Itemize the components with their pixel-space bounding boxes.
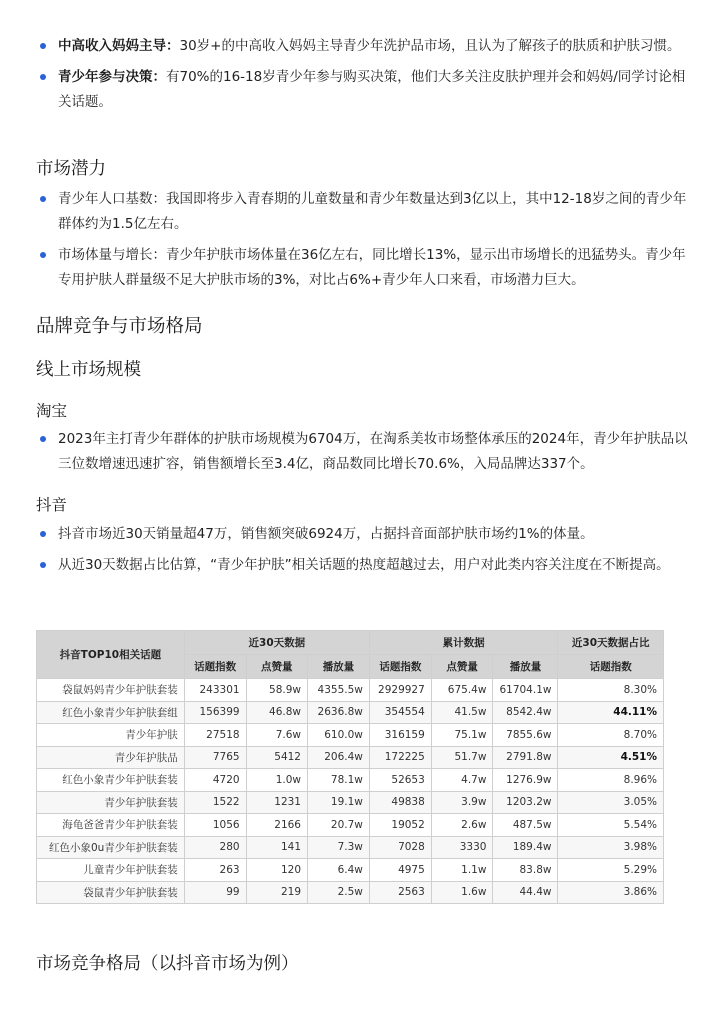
douyin-list (36, 522, 692, 584)
taobao-list (36, 427, 692, 483)
table-cell: 610.0w (308, 724, 370, 747)
bullet-icon (40, 531, 46, 537)
table-cell: 61704.1w (493, 679, 558, 702)
table-cell: 263 (184, 859, 246, 882)
table-cell: 4720 (184, 769, 246, 792)
table-cell: 2166 (246, 814, 307, 837)
bullet-icon (40, 196, 46, 202)
intro-bullet-list (36, 34, 692, 121)
list-item: 从近30天数据占比估算，“青少年护肤”相关话题的热度超越过去，用户对此类内容关注度在不断提高。 (36, 553, 692, 578)
list-item: 2023年主打青少年群体的护肤市场规模为6704万，在淘系美妆市场整体承压的2024年，青少年护肤品以三位数增速迅速扩容，销售额增长至3.4亿，商品数同比增长70.6%，入局品牌达337个。 (36, 427, 692, 477)
table-cell: 189.4w (493, 836, 558, 859)
table-cell: 172225 (369, 746, 431, 769)
column-header: 点赞量 (431, 655, 493, 679)
table-cell: 2929927 (369, 679, 431, 702)
competition-heading: 市场竞争格局（以抖音市场为例） (36, 954, 299, 974)
table-cell: 1.6w (431, 881, 493, 904)
table-cell: 75.1w (431, 724, 493, 747)
table-row (37, 701, 664, 724)
list-item: 青少年参与决策：有70%的16-18岁青少年参与购买决策，他们大多关注皮肤护理并会和妈妈/同学讨论相关话题。 (36, 65, 692, 115)
table-cell: 2.6w (431, 814, 493, 837)
table-cell: 83.8w (493, 859, 558, 882)
table-cell: 19052 (369, 814, 431, 837)
table-cell: 487.5w (493, 814, 558, 837)
column-header: 播放量 (493, 655, 558, 679)
list-item: 市场体量与增长：青少年护肤市场体量在36亿左右，同比增长13%，显示出市场增长的迅猛势头。青少年专用护肤人群量级不足大护肤市场的3%，对比占6%+青少年人口来看，市场潜力巨大。 (36, 243, 692, 293)
table-cell: 243301 (184, 679, 246, 702)
douyin-top10-table (36, 630, 664, 904)
bullet-icon (40, 562, 46, 568)
topic-name-cell: 红色小象青少年护肤套装 (37, 769, 185, 792)
douyin-heading: 抖音 (36, 496, 68, 514)
table-cell: 7028 (369, 836, 431, 859)
table-cell: 120 (246, 859, 307, 882)
table-row (37, 791, 664, 814)
table-cell: 156399 (184, 701, 246, 724)
table-row (37, 814, 664, 837)
topic-name-cell: 青少年护肤品 (37, 746, 185, 769)
table-cell: 280 (184, 836, 246, 859)
column-header: 点赞量 (246, 655, 307, 679)
brand-section-heading: 品牌竞争与市场格局 (36, 316, 203, 337)
table-cell: 58.9w (246, 679, 307, 702)
table-row (37, 679, 664, 702)
table-cell: 5412 (246, 746, 307, 769)
table-cell: 7855.6w (493, 724, 558, 747)
table-cell: 8.30% (558, 679, 664, 702)
table-cell: 1522 (184, 791, 246, 814)
table-cell: 3.86% (558, 881, 664, 904)
bullet-icon (40, 252, 46, 258)
table-cell: 1203.2w (493, 791, 558, 814)
taobao-heading: 淘宝 (36, 402, 68, 420)
table-row (37, 746, 664, 769)
online-market-heading: 线上市场规模 (36, 360, 141, 380)
topic-name-cell: 海龟爸爸青少年护肤套装 (37, 814, 185, 837)
topic-name-cell: 袋鼠青少年护肤套装 (37, 881, 185, 904)
column-header: 播放量 (308, 655, 370, 679)
table-cell: 7.6w (246, 724, 307, 747)
table-cell: 19.1w (308, 791, 370, 814)
topic-name-cell: 袋鼠妈妈青少年护肤套装 (37, 679, 185, 702)
topic-name-cell: 儿童青少年护肤套装 (37, 859, 185, 882)
table-row (37, 859, 664, 882)
table-cell: 44.11% (558, 701, 664, 724)
table-cell: 20.7w (308, 814, 370, 837)
table-cell: 46.8w (246, 701, 307, 724)
topic-name-cell: 红色小象青少年护肤套组 (37, 701, 185, 724)
table-cell: 41.5w (431, 701, 493, 724)
table-cell: 1231 (246, 791, 307, 814)
topic-name-cell: 青少年护肤套装 (37, 791, 185, 814)
table-cell: 219 (246, 881, 307, 904)
table-row (37, 881, 664, 904)
table-cell: 2636.8w (308, 701, 370, 724)
list-item: 抖音市场近30天销量超47万，销售额突破6924万，占据抖音面部护肤市场约1%的体量。 (36, 522, 692, 547)
list-item: 青少年人口基数：我国即将步入青春期的儿童数量和青少年数量达到3亿以上，其中12-18岁之间的青少年群体约为1.5亿左右。 (36, 187, 692, 237)
table-cell: 52653 (369, 769, 431, 792)
table-cell: 99 (184, 881, 246, 904)
column-header: 话题指数 (184, 655, 246, 679)
bullet-icon (40, 436, 46, 442)
table-cell: 8.96% (558, 769, 664, 792)
table-cell: 1.0w (246, 769, 307, 792)
group-header: 近30天数据 (184, 631, 369, 655)
table-cell: 3330 (431, 836, 493, 859)
table-cell: 51.7w (431, 746, 493, 769)
table-corner-header: 抖音TOP10相关话题 (37, 631, 185, 679)
table-cell: 316159 (369, 724, 431, 747)
column-header: 话题指数 (558, 655, 664, 679)
table-row (37, 769, 664, 792)
group-header: 近30天数据占比 (558, 631, 664, 655)
table-cell: 206.4w (308, 746, 370, 769)
table-cell: 5.54% (558, 814, 664, 837)
topic-name-cell: 青少年护肤 (37, 724, 185, 747)
market-potential-list (36, 187, 692, 299)
table-row (37, 724, 664, 747)
table-cell: 4355.5w (308, 679, 370, 702)
table-cell: 1276.9w (493, 769, 558, 792)
table-cell: 3.05% (558, 791, 664, 814)
table-cell: 1056 (184, 814, 246, 837)
topic-name-cell: 红色小象0u青少年护肤套装 (37, 836, 185, 859)
table-cell: 49838 (369, 791, 431, 814)
table-cell: 7765 (184, 746, 246, 769)
column-header: 话题指数 (369, 655, 431, 679)
table-cell: 78.1w (308, 769, 370, 792)
table-cell: 7.3w (308, 836, 370, 859)
table-cell: 8.70% (558, 724, 664, 747)
table-cell: 27518 (184, 724, 246, 747)
table-cell: 354554 (369, 701, 431, 724)
table-cell: 2563 (369, 881, 431, 904)
table-cell: 675.4w (431, 679, 493, 702)
market-potential-heading: 市场潜力 (36, 159, 106, 179)
bullet-icon (40, 74, 46, 80)
table-cell: 3.9w (431, 791, 493, 814)
table-cell: 141 (246, 836, 307, 859)
table-cell: 4.51% (558, 746, 664, 769)
table-cell: 3.98% (558, 836, 664, 859)
table-cell: 8542.4w (493, 701, 558, 724)
group-header: 累计数据 (369, 631, 558, 655)
table-cell: 5.29% (558, 859, 664, 882)
table-cell: 4.7w (431, 769, 493, 792)
table-cell: 1.1w (431, 859, 493, 882)
table-cell: 6.4w (308, 859, 370, 882)
table-cell: 4975 (369, 859, 431, 882)
list-item: 中高收入妈妈主导：30岁+的中高收入妈妈主导青少年洗护品市场，且认为了解孩子的肤质和护肤习惯。 (36, 34, 692, 59)
table-body (37, 679, 664, 904)
table-row (37, 836, 664, 859)
table-cell: 2.5w (308, 881, 370, 904)
table-cell: 2791.8w (493, 746, 558, 769)
table-cell: 44.4w (493, 881, 558, 904)
bullet-icon (40, 43, 46, 49)
